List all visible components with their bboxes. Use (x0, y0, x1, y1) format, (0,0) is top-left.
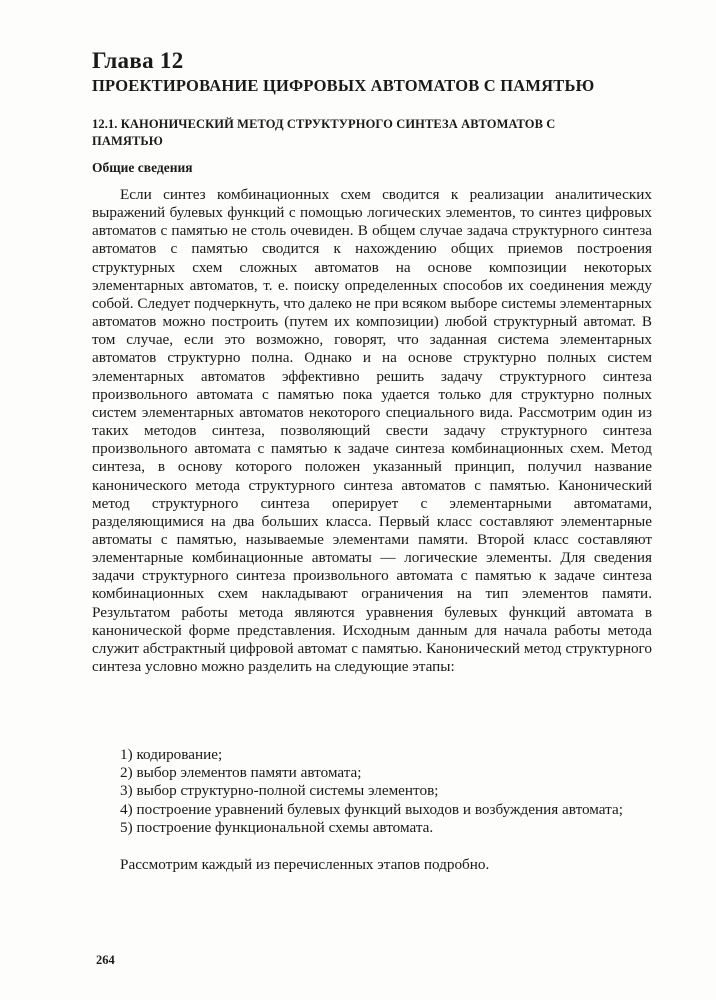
chapter-label: Глава 12 (92, 48, 184, 73)
subsection-title: Общие сведения (92, 160, 193, 175)
stage-item: 4) построение уравнений булевых функций выходов и возбуждения автомата; (120, 800, 623, 818)
closing-sentence: Рассмотрим каждый из перечисленных этапов подробно. (120, 856, 490, 873)
section-title: 12.1. КАНОНИЧЕСКИЙ МЕТОД СТРУКТУРНОГО СИНТЕЗА АВТОМАТОВ С ПАМЯТЬЮ (92, 117, 556, 148)
stage-item: 5) построение функциональной схемы автомата. (120, 818, 434, 836)
synthesis-stages-list (92, 746, 652, 837)
stage-item: 2) выбор элементов памяти автомата; (120, 764, 362, 782)
stage-item: 1) кодирование; (120, 746, 223, 763)
body-text (92, 186, 652, 676)
intro-paragraph: Если синтез комбинационных схем сводится к реализации аналитических выражений булевых функций с помощью логических элементов, то синтез цифровых автоматов с памятью не столь очевиден. В общем случае задача структурного синтеза автоматов с памятью сводится к нахождению общих приемов построения структурных схем сложных автоматов на основе композиции некоторых элементарных автоматов, т. е. поиску определенных способов их соединения между собой. Следует подчеркнуть, что далеко не при всяком выборе системы элементарных автоматов можно построить (путем их композиции) любой структурный автомат. В том случае, если это возможно, говорят, что заданная система элементарных автоматов структурно полна. Однако и на основе структурно полных систем элементарных автоматов эффективно решить задачу структурного синтеза произвольного автомата с памятью пока удается только для структурно полных систем элементарных автоматов некоторого специального вида. Рассмотрим один из таких методов синтеза, позволяющий свести задачу структурного синтеза произвольного автомата с памятью к задаче синтеза комбинационных схем. Метод синтеза, в основу которого положен указанный принцип, получил название канонического метода структурного синтеза автоматов с памятью. Канонический метод структурного синтеза оперирует с элементарными автоматами, разделяющимися на два больших класса. Первый класс составляют элементарные автоматы с памятью, называемые элементами памяти. Второй класс составляют элементарные комбинационные автоматы — логические элементы. Для сведения задачи структурного синтеза произвольного автомата с памятью к задаче синтеза комбинационных схем накладывают ограничения на тип элементов памяти. Результатом работы метода являются уравнения булевых функций автомата в канонической форме представления. Исходным данным для начала работы метода служит абстрактный цифровой автомат с памятью. Канонический метод структурного синтеза условно можно разделить на следующие этапы: (92, 186, 652, 676)
page-number: 264 (96, 953, 115, 967)
stage-item: 3) выбор структурно-полной системы элементов; (120, 782, 439, 800)
chapter-title: ПРОЕКТИРОВАНИЕ ЦИФРОВЫХ АВТОМАТОВ С ПАМЯТЬЮ (92, 76, 595, 95)
